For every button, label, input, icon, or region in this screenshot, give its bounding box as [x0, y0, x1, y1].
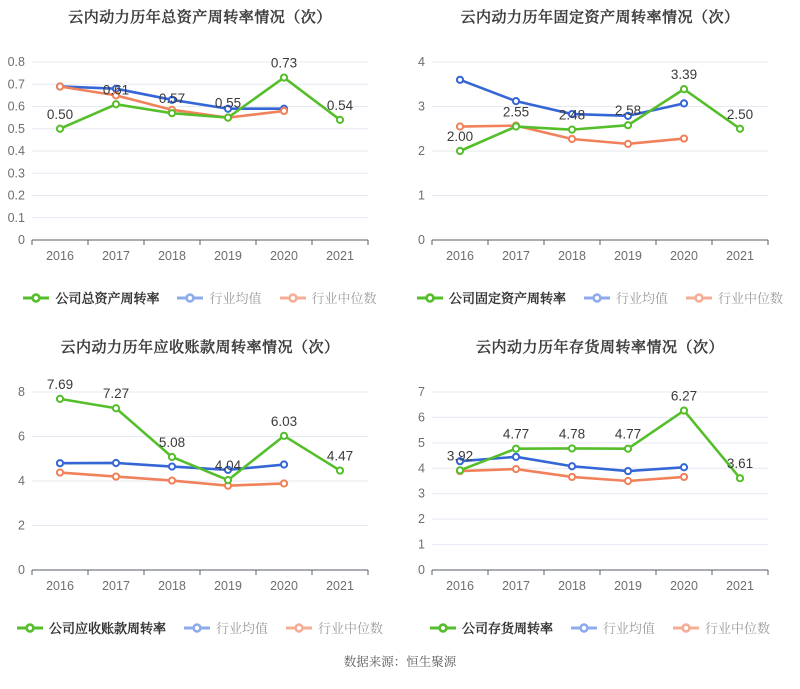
svg-text:2.55: 2.55 — [502, 104, 530, 120]
blue-line-marker-icon — [584, 293, 610, 303]
svg-text:3: 3 — [418, 99, 425, 114]
legend-label: 行业均值 — [602, 621, 655, 636]
green-line-marker-icon — [23, 293, 49, 303]
svg-text:0.50: 0.50 — [46, 106, 74, 122]
legend-item-company-fixed-asset-turnover[interactable] — [417, 288, 566, 307]
legend-label: 行业均值 — [209, 291, 262, 306]
chart-panel-receivables-turnover — [0, 330, 400, 660]
svg-text:2.48: 2.48 — [558, 107, 586, 123]
svg-text:4: 4 — [18, 474, 25, 488]
svg-text:2019: 2019 — [214, 579, 242, 593]
svg-text:2: 2 — [18, 518, 25, 533]
svg-text:8: 8 — [18, 385, 25, 399]
svg-text:2017: 2017 — [502, 579, 530, 593]
svg-text:3: 3 — [418, 486, 425, 501]
legend-item-industry-median[interactable] — [673, 618, 770, 637]
svg-text:3.39: 3.39 — [670, 67, 698, 83]
svg-text:0: 0 — [418, 233, 425, 247]
svg-text:5: 5 — [418, 435, 425, 450]
legend-item-company-inventory-turnover[interactable] — [430, 618, 553, 637]
chart-panel-total-asset-turnover — [0, 0, 400, 330]
svg-text:2017: 2017 — [502, 249, 530, 263]
chart-title-total-asset-turnover: 云内动力历年总资产周转率情况（次） — [68, 9, 332, 26]
legend-item-industry-mean[interactable] — [584, 288, 668, 307]
svg-text:0.8: 0.8 — [7, 55, 25, 69]
svg-text:0.7: 0.7 — [7, 77, 25, 92]
legend-item-company-receivables-turnover[interactable] — [17, 618, 166, 637]
legend-label: 公司存货周转率 — [461, 621, 553, 636]
svg-text:6.27: 6.27 — [670, 388, 698, 404]
svg-text:4.77: 4.77 — [502, 426, 530, 442]
svg-text:4.04: 4.04 — [214, 458, 242, 474]
svg-text:2016: 2016 — [446, 579, 474, 593]
chart-legend — [400, 288, 800, 307]
svg-text:2021: 2021 — [326, 249, 354, 263]
svg-text:2019: 2019 — [214, 249, 242, 263]
svg-text:2: 2 — [418, 144, 425, 158]
orange-line-marker-icon — [280, 293, 306, 303]
svg-text:2021: 2021 — [326, 579, 354, 593]
svg-text:0.3: 0.3 — [7, 166, 25, 181]
svg-text:2016: 2016 — [46, 579, 74, 593]
svg-text:2018: 2018 — [158, 249, 186, 263]
svg-text:6.03: 6.03 — [270, 413, 298, 429]
svg-text:1: 1 — [418, 188, 425, 203]
svg-text:0.55: 0.55 — [214, 95, 242, 111]
svg-text:2021: 2021 — [726, 579, 754, 593]
legend-label: 行业均值 — [615, 291, 668, 306]
legend-item-industry-median[interactable] — [686, 288, 783, 307]
legend-label: 行业均值 — [215, 621, 268, 636]
data-source-note: 数据来源：恒生聚源 — [343, 655, 457, 669]
blue-line-marker-icon — [177, 293, 203, 303]
svg-text:0.5: 0.5 — [7, 121, 25, 136]
svg-text:0: 0 — [18, 233, 25, 247]
legend-item-industry-mean[interactable] — [184, 618, 268, 637]
svg-text:0: 0 — [418, 563, 425, 577]
chart-title-receivables-turnover: 云内动力历年应收账款周转率情况（次） — [60, 339, 340, 356]
svg-text:3.61: 3.61 — [726, 456, 754, 472]
legend-label: 公司固定资产周转率 — [448, 291, 566, 306]
svg-text:2017: 2017 — [102, 579, 130, 593]
svg-text:7.69: 7.69 — [46, 376, 74, 392]
svg-text:0.6: 0.6 — [7, 99, 25, 114]
orange-line-marker-icon — [286, 623, 312, 633]
legend-item-industry-median[interactable] — [280, 288, 377, 307]
svg-text:2018: 2018 — [158, 579, 186, 593]
legend-label: 公司应收账款周转率 — [48, 621, 166, 636]
svg-text:4.47: 4.47 — [326, 448, 354, 464]
fixed-asset-turnover-plot — [400, 30, 800, 280]
legend-item-industry-mean[interactable] — [177, 288, 261, 307]
svg-text:0.61: 0.61 — [102, 82, 130, 98]
receivables-turnover-plot — [0, 360, 400, 610]
legend-label: 行业中位数 — [318, 621, 384, 636]
inventory-turnover-plot — [400, 360, 800, 610]
svg-text:0.4: 0.4 — [7, 144, 25, 158]
svg-text:2017: 2017 — [102, 249, 130, 263]
legend-item-company-total-asset-turnover[interactable] — [23, 288, 159, 307]
chart-panel-inventory-turnover — [400, 330, 800, 660]
blue-line-marker-icon — [184, 623, 210, 633]
svg-text:2.58: 2.58 — [614, 103, 642, 119]
chart-legend — [400, 618, 800, 637]
svg-text:4.77: 4.77 — [614, 426, 642, 442]
svg-text:7: 7 — [418, 385, 425, 399]
svg-text:2019: 2019 — [614, 579, 642, 593]
svg-text:5.08: 5.08 — [158, 434, 186, 450]
svg-text:2020: 2020 — [270, 249, 298, 263]
svg-text:4: 4 — [418, 55, 425, 69]
svg-text:2016: 2016 — [46, 249, 74, 263]
legend-label: 行业中位数 — [705, 621, 771, 636]
svg-text:0.73: 0.73 — [270, 55, 298, 71]
svg-text:2.50: 2.50 — [726, 106, 754, 122]
svg-text:0: 0 — [18, 563, 25, 577]
legend-item-industry-mean[interactable] — [571, 618, 655, 637]
orange-line-marker-icon — [686, 293, 712, 303]
svg-text:2016: 2016 — [446, 249, 474, 263]
legend-label: 公司总资产周转率 — [55, 291, 160, 306]
green-line-marker-icon — [17, 623, 43, 633]
svg-text:2020: 2020 — [270, 579, 298, 593]
svg-text:6: 6 — [18, 429, 25, 444]
legend-item-industry-median[interactable] — [286, 618, 383, 637]
svg-text:0.1: 0.1 — [7, 210, 25, 225]
svg-text:2018: 2018 — [558, 249, 586, 263]
svg-text:1: 1 — [418, 537, 425, 552]
svg-text:4.78: 4.78 — [558, 426, 586, 442]
chart-title-fixed-asset-turnover: 云内动力历年固定资产周转率情况（次） — [460, 9, 740, 26]
svg-text:0.57: 0.57 — [158, 91, 186, 107]
svg-text:0.2: 0.2 — [7, 188, 25, 203]
svg-text:7.27: 7.27 — [102, 386, 130, 402]
svg-text:6: 6 — [418, 410, 425, 425]
legend-label: 行业中位数 — [718, 291, 784, 306]
green-line-marker-icon — [417, 293, 443, 303]
svg-text:2020: 2020 — [670, 249, 698, 263]
svg-text:2: 2 — [418, 512, 425, 527]
orange-line-marker-icon — [673, 623, 699, 633]
svg-text:4: 4 — [418, 461, 425, 476]
chart-panel-fixed-asset-turnover — [400, 0, 800, 330]
total-asset-turnover-plot — [0, 30, 400, 280]
svg-text:2019: 2019 — [614, 249, 642, 263]
green-line-marker-icon — [430, 623, 456, 633]
legend-label: 行业中位数 — [311, 291, 377, 306]
blue-line-marker-icon — [571, 623, 597, 633]
svg-text:2.00: 2.00 — [446, 129, 474, 144]
chart-legend — [0, 288, 400, 307]
chart-legend — [0, 618, 400, 637]
svg-text:2018: 2018 — [558, 579, 586, 593]
chart-title-inventory-turnover: 云内动力历年存货周转率情况（次） — [475, 339, 724, 356]
svg-text:2020: 2020 — [670, 579, 698, 593]
svg-text:3.92: 3.92 — [446, 448, 474, 464]
svg-text:0.54: 0.54 — [326, 97, 354, 113]
svg-text:2021: 2021 — [726, 249, 754, 263]
